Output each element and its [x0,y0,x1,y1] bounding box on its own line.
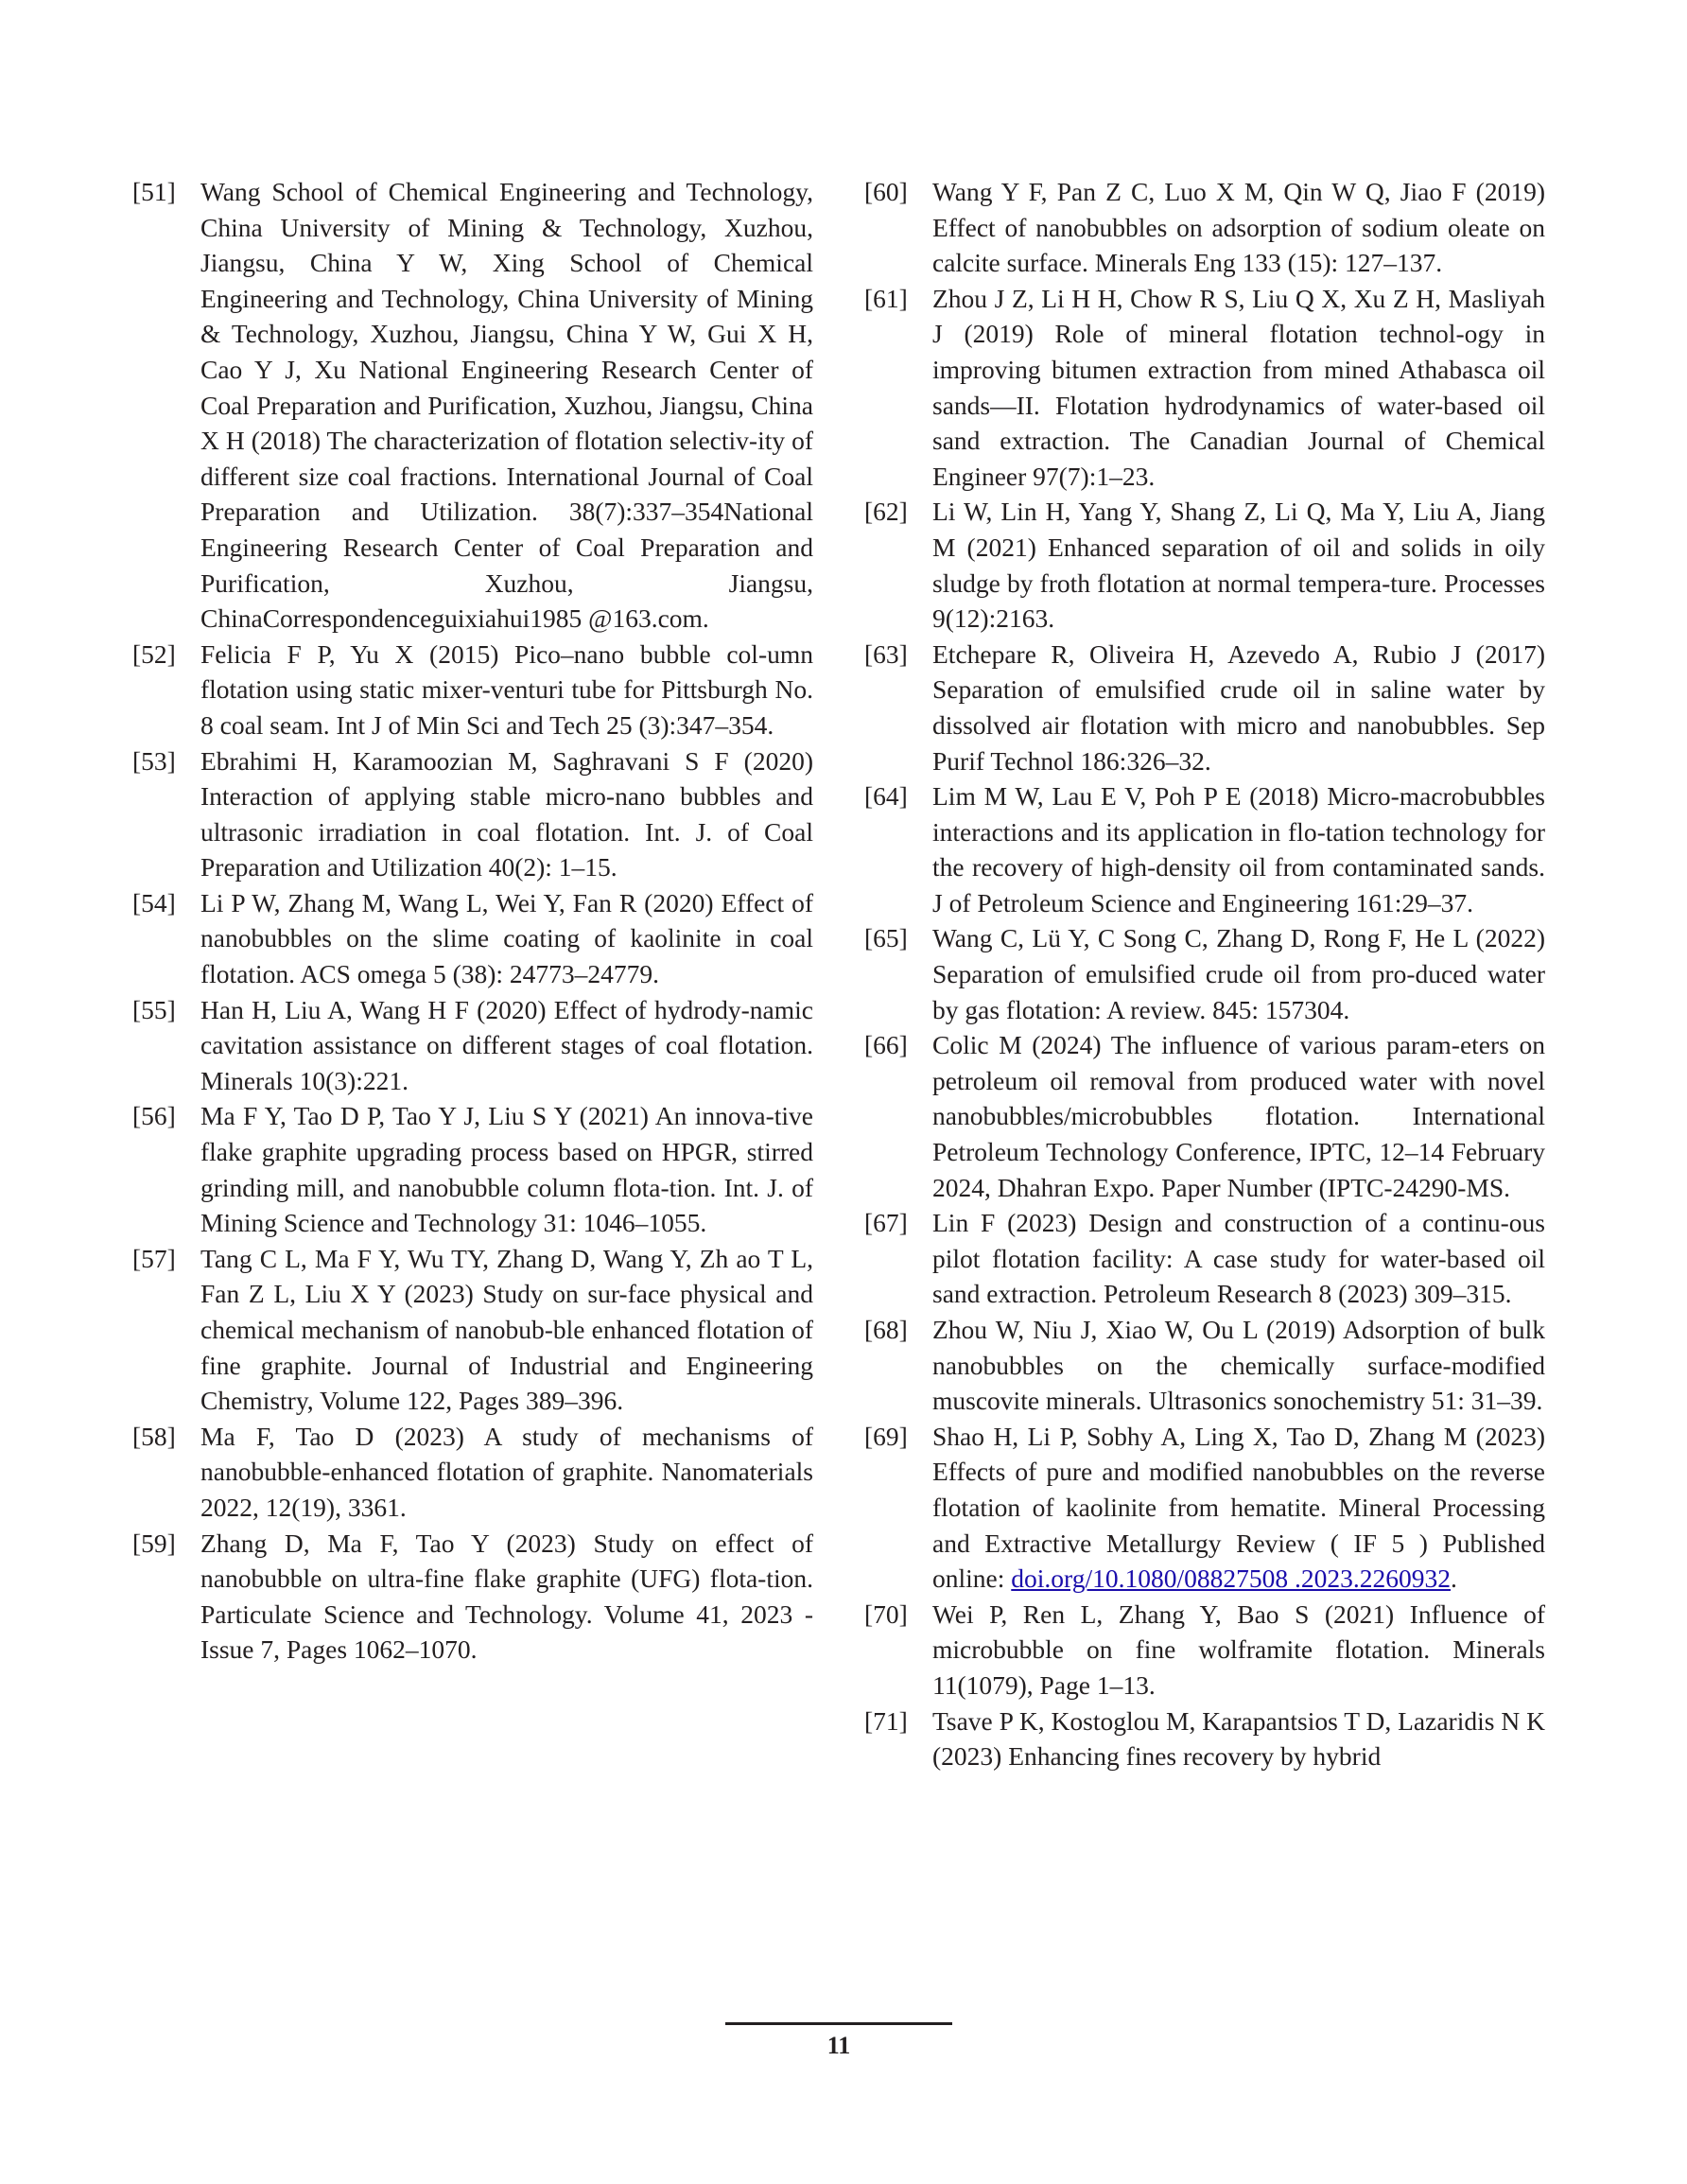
reference-number: [54] [132,887,176,917]
reference-entry [132,1419,813,1526]
reference-number: [65] [864,923,908,953]
reference-number: [61] [864,283,908,313]
doi-link[interactable]: doi.org/10.1080/08827508 .2023.2260932 [1011,1564,1451,1594]
reference-number: [57] [132,1243,176,1273]
reference-number: [51] [132,177,176,206]
reference-entry [864,1597,1545,1704]
reference-entry [864,494,1545,636]
reference-text: Li P W, Zhang M, Wang L, Wei Y, Fan R (2020) Effect of nanobubbles on the slime coating of kaolinite in coal flotation. ACS omega 5 (38): 24773–24779. [200,887,813,989]
reference-text: Ma F, Tao D (2023) A study of mechanisms of nanobubble-enhanced flotation of graphite. Nanomaterials 2022, 12(19), 3361. [200,1421,813,1522]
reference-entry [132,174,813,637]
reference-entry [864,637,1545,778]
reference-number: [60] [864,177,908,206]
reference-number: [64] [864,781,908,812]
reference-text: Wang C, Lü Y, C Song C, Zhang D, Rong F, He L (2022) Separation of emulsified crude oil from pro-duced water by gas flotation: A review. 845: 157304. [932,923,1545,1024]
reference-number: [53] [132,745,176,776]
reference-entry [864,1419,1545,1597]
reference-entry [864,1312,1545,1419]
reference-text: Felicia F P, Yu X (2015) Pico–nano bubble col-umn flotation using static mixer-venturi tube for Pittsburgh No. 8 coal seam. Int J of Min Sci and Tech 25 (3):347–354. [200,638,813,740]
reference-number: [62] [864,497,908,527]
reference-entry [132,1098,813,1240]
reference-entry [132,637,813,743]
reference-text: Lim M W, Lau E V, Poh P E (2018) Micro-macrobubbles interactions and its application in flo-tation technology for the recovery of high-density oil from contaminated sands. J of Petroleum Science and Engineering 161:29–37. [932,781,1545,917]
reference-entry [132,885,813,992]
reference-entry [132,1526,813,1668]
reference-number: [66] [864,1030,908,1060]
references-column-right [864,174,1545,1774]
reference-entry [132,1241,813,1419]
reference-number: [68] [864,1315,908,1344]
reference-entry [132,992,813,1099]
reference-text: Wang School of Chemical Engineering and Technology, China University of Mining & Technology, Xuzhou, Jiangsu, China Y W, Xing School of Chemical Engineering and Technology, China University of Mining & Technology, Xuzhou, Jiangsu, China Y W, Gui X H, Cao Y J, Xu National Engineering Research Center of Coal Preparation and Purification, Xuzhou, Jiangsu, China X H (2018) The characterization of flotation selectiv-ity of different size coal fractions. International Journal of Coal Preparation and Utilization. 38(7):337–354National Engineering Research Center of Coal Preparation and Purification, Xuzhou, Jiangsu, ChinaCorrespondenceguixiahui1985 @163.com. [200,177,813,634]
footer-rule [725,2022,952,2025]
reference-text: Shao H, Li P, Sobhy A, Ling X, Tao D, Zhang M (2023) Effects of pure and modified nanobubbles on the reverse flotation of kaolinite from hematite. Mineral Processing and Extractive Metallurgy Review ( IF 5 ) Published online: [932,1421,1545,1594]
reference-number: [70] [864,1599,908,1629]
reference-text: Zhou W, Niu J, Xiao W, Ou L (2019) Adsorption of bulk nanobubbles on the chemically surface-modified muscovite minerals. Ultrasonics sonochemistry 51: 31–39. [932,1315,1545,1416]
reference-number: [55] [132,994,176,1024]
reference-text: Wang Y F, Pan Z C, Luo X M, Qin W Q, Jiao F (2019) Effect of nanobubbles on adsorption of sodium oleate on calcite surface. Minerals Eng 133 (15): 127–137. [932,177,1545,278]
reference-entry [864,920,1545,1027]
reference-entry [864,1027,1545,1205]
reference-text: Li W, Lin H, Yang Y, Shang Z, Li Q, Ma Y, Liu A, Jiang M (2021) Enhanced separation of oil and solids in oily sludge by froth flotation at normal tempera-ture. Processes 9(12):2163. [932,497,1545,634]
reference-number: [58] [132,1421,176,1451]
reference-number: [52] [132,638,176,669]
reference-text: Zhou J Z, Li H H, Chow R S, Liu Q X, Xu Z H, Masliyah J (2019) Role of mineral flotation technol-ogy in improving bitumen extraction from mined Athabasca oil sands—II. Flotation hydrodynamics of water-based oil sand extraction. The Canadian Journal of Chemical Engineer 97(7):1–23. [932,283,1545,491]
reference-entry [864,174,1545,281]
reference-entry [864,1704,1545,1774]
reference-number: [63] [864,638,908,669]
reference-text: Tang C L, Ma F Y, Wu TY, Zhang D, Wang Y, Zh ao T L, Fan Z L, Liu X Y (2023) Study on sur-face physical and chemical mechanism of nanobub-ble enhanced flotation of fine graphite. Journal of Industrial and Engineering Chemistry, Volume 122, Pages 389–396. [200,1243,813,1416]
page-number: 11 [826,2032,851,2059]
reference-number: [59] [132,1528,176,1558]
reference-number: [71] [864,1705,908,1736]
reference-number: [56] [132,1101,176,1131]
references-column-left [132,174,813,1668]
reference-text: Etchepare R, Oliveira H, Azevedo A, Rubio J (2017) Separation of emulsified crude oil in saline water by dissolved air flotation with micro and nanobubbles. Sep Purif Technol 186:326–32. [932,638,1545,776]
reference-text: Ma F Y, Tao D P, Tao Y J, Liu S Y (2021) An innova-tive flake graphite upgrading process based on HPGR, stirred grinding mill, and nanobubble column flota-tion. Int. J. of Mining Science and Technology 31: 1046–1055. [200,1101,813,1238]
reference-text-end: . [1450,1564,1457,1594]
reference-entry [864,1205,1545,1312]
reference-entry [864,281,1545,495]
reference-entry [864,778,1545,920]
reference-text: Zhang D, Ma F, Tao Y (2023) Study on effect of nanobubble on ultra-fine flake graphite (UFG) flota-tion. Particulate Science and Technology. Volume 41, 2023 - Issue 7, Pages 1062–1070. [200,1528,813,1665]
reference-text: Ebrahimi H, Karamoozian M, Saghravani S F (2020) Interaction of applying stable micro-nano bubbles and ultrasonic irradiation in coal flotation. Int. J. of Coal Preparation and Utilization 40(2): 1–15. [200,745,813,882]
reference-number: [67] [864,1208,908,1238]
reference-text: Lin F (2023) Design and construction of a continu-ous pilot flotation facility: A case study for water-based oil sand extraction. Petroleum Research 8 (2023) 309–315. [932,1208,1545,1309]
reference-entry [132,743,813,885]
reference-text: Colic M (2024) The influence of various param-eters on petroleum oil removal from produced water with novel nanobubbles/microbubbles flotation. International Petroleum Technology Conference, IPTC, 12–14 February 2024, Dhahran Expo. Paper Number (IPTC-24290-MS. [932,1030,1545,1202]
reference-text: Tsave P K, Kostoglou M, Karapantsios T D, Lazaridis N K (2023) Enhancing fines recovery by hybrid [932,1705,1545,1772]
reference-text: Wei P, Ren L, Zhang Y, Bao S (2021) Influence of microbubble on fine wolframite flotation. Minerals 11(1079), Page 1–13. [932,1599,1545,1700]
reference-text: Han H, Liu A, Wang H F (2020) Effect of hydrody-namic cavitation assistance on different stages of coal flotation. Minerals 10(3):221. [200,994,813,1095]
reference-number: [69] [864,1421,908,1451]
